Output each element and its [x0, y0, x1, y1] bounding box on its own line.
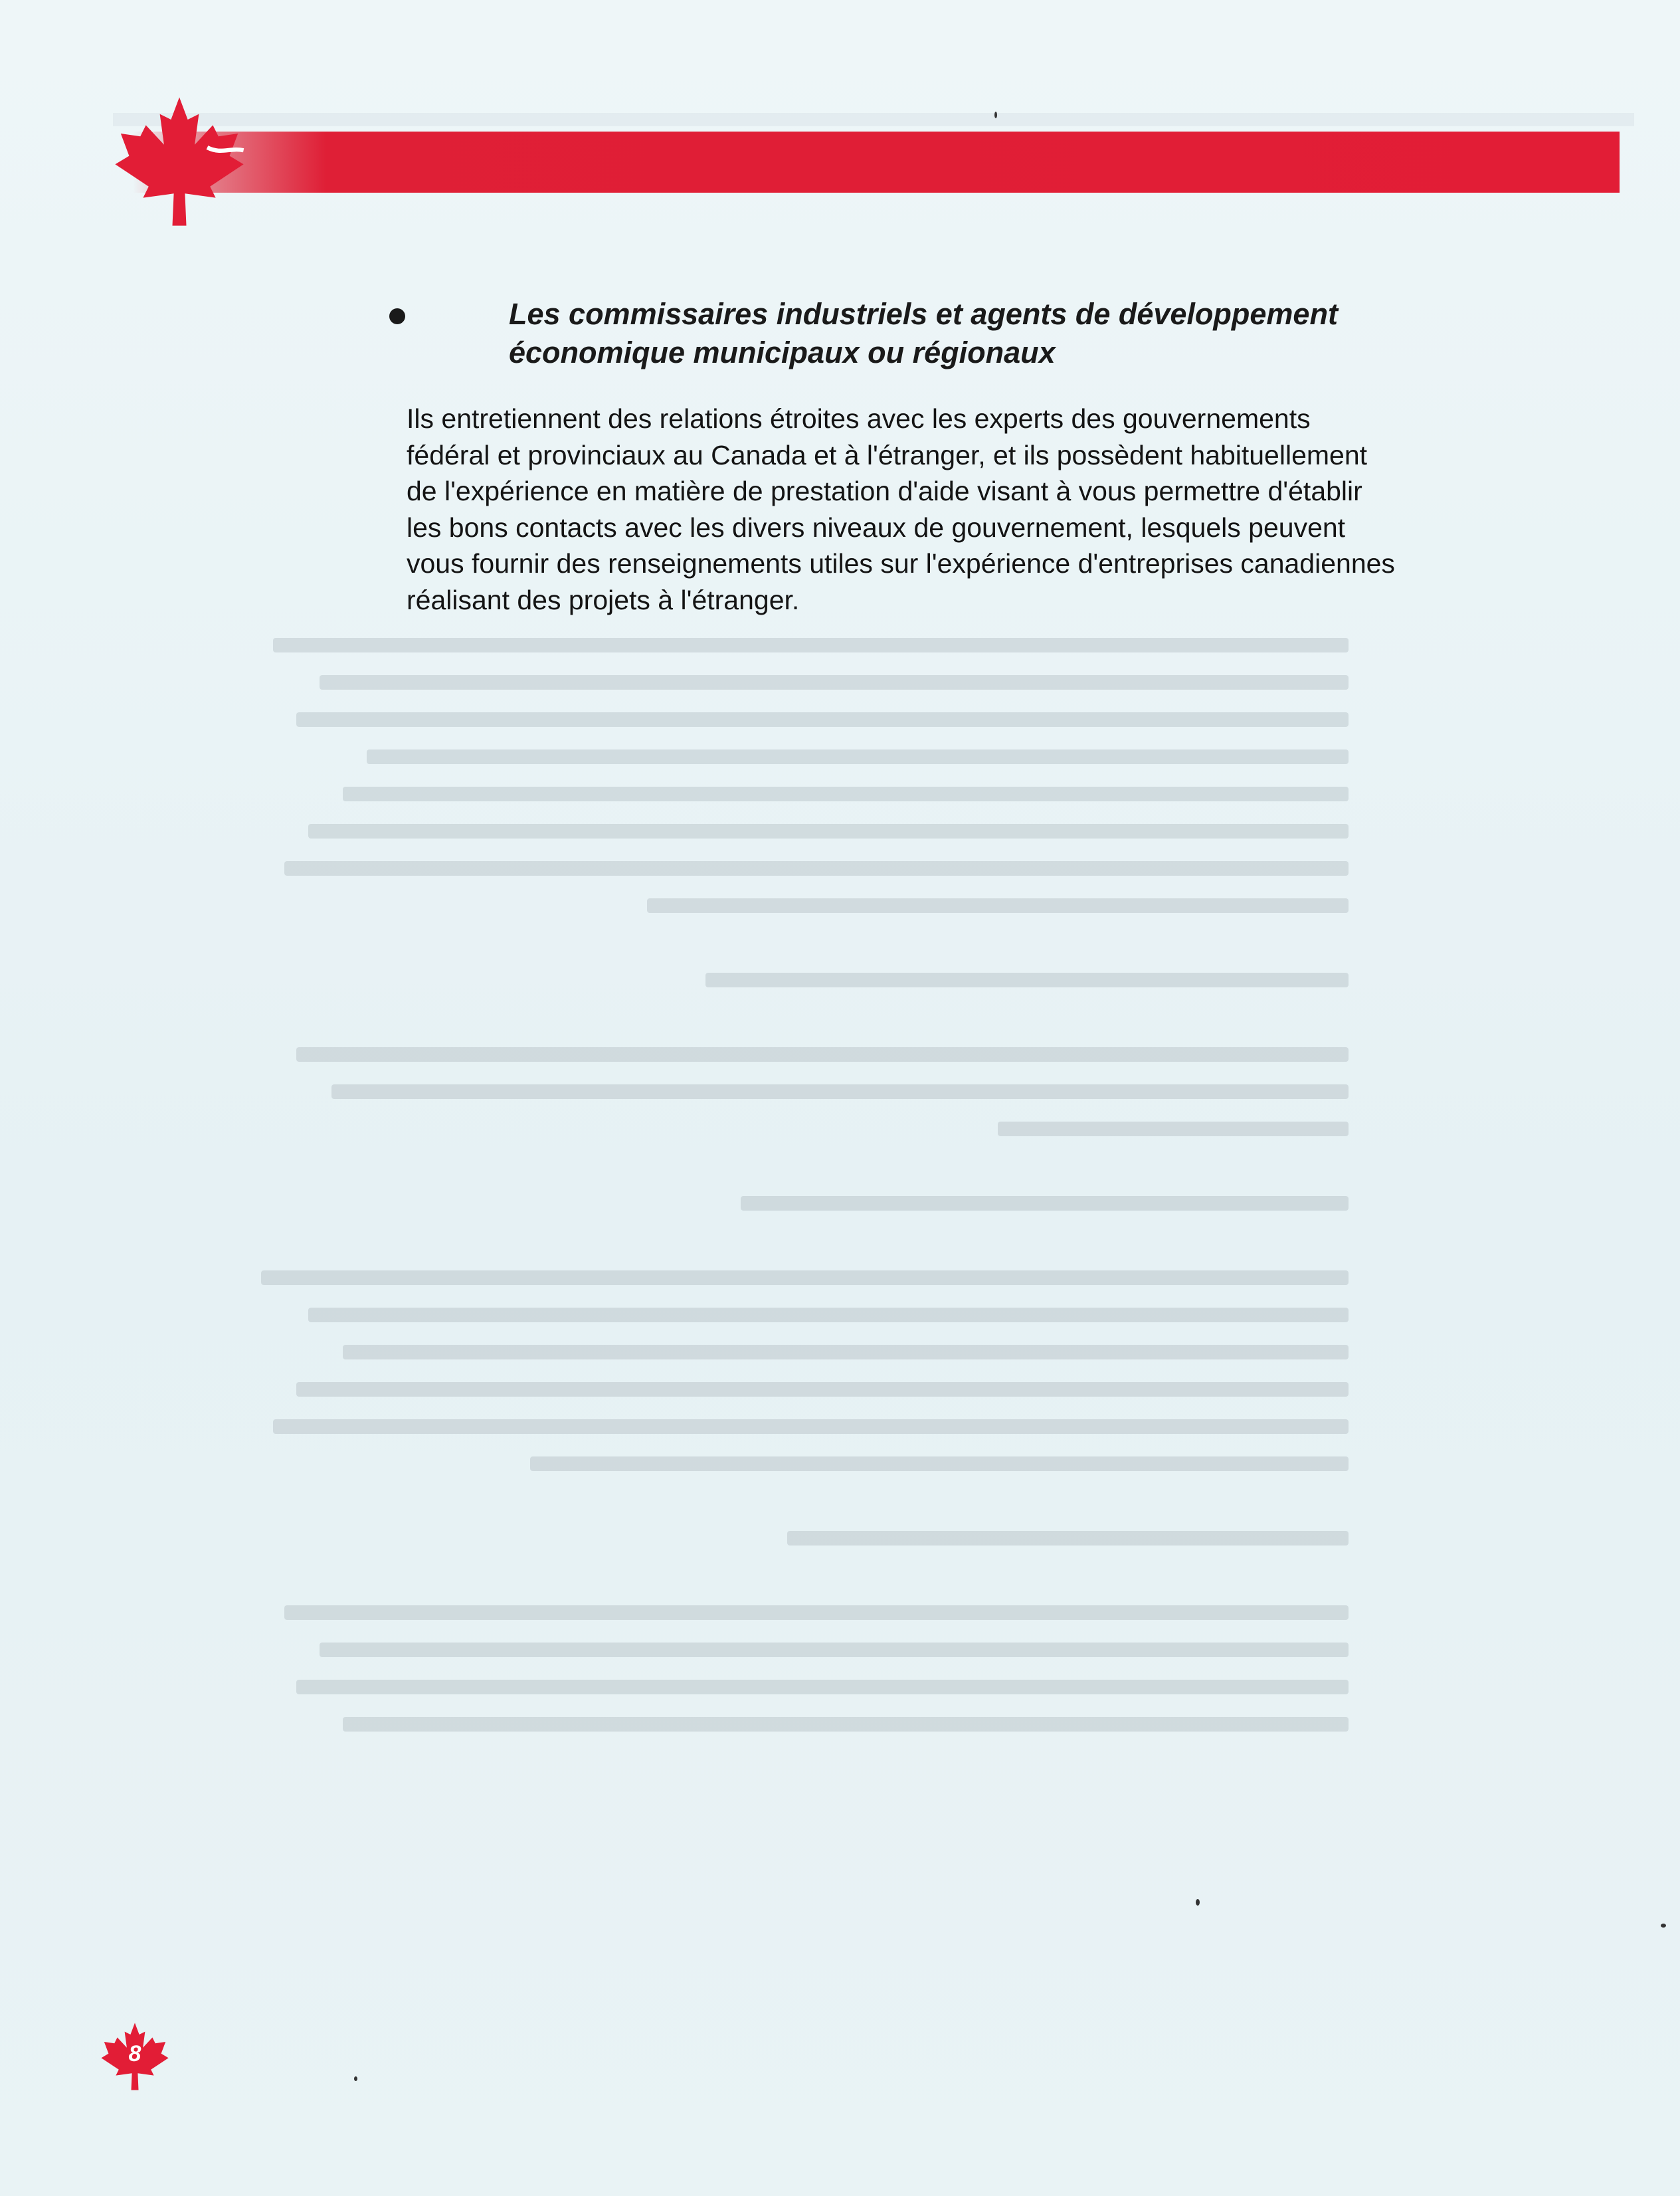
section-heading-line-1: Les commissaires industriels et agents de développement [509, 297, 1338, 331]
scan-speck [994, 112, 997, 118]
scan-speck [354, 2076, 357, 2081]
scan-speck [1196, 1899, 1200, 1906]
section-heading [509, 295, 1505, 372]
page-number: 8 [128, 2041, 141, 2066]
maple-leaf-icon [106, 92, 252, 231]
paragraph-line: fédéral et provinciaux au Canada et à l'étranger, et ils possèdent habituellement [407, 439, 1368, 470]
paragraph-line: réalisant des projets à l'étranger. [407, 584, 800, 615]
paragraph-line: de l'expérience en matière de prestation d'aide visant à vous permettre d'établir [407, 476, 1362, 506]
header-band-shadow [113, 113, 1634, 126]
paragraph-line: les bons contacts avec les divers niveaux de gouvernement, lesquels peuvent [407, 512, 1346, 543]
header-red-band [133, 132, 1620, 193]
bullet-icon [389, 308, 405, 324]
showthrough-block-mirrored [179, 638, 1349, 1781]
scan-speck [1661, 1924, 1666, 1928]
section-heading-line-2: économique municipaux ou régionaux [509, 336, 1056, 369]
paragraph-line: vous fournir des renseignements utiles sur l'expérience d'entreprises canadiennes [407, 548, 1395, 579]
body-paragraph [407, 401, 1536, 618]
paragraph-line: Ils entretiennent des relations étroites avec les experts des gouvernements [407, 403, 1311, 434]
